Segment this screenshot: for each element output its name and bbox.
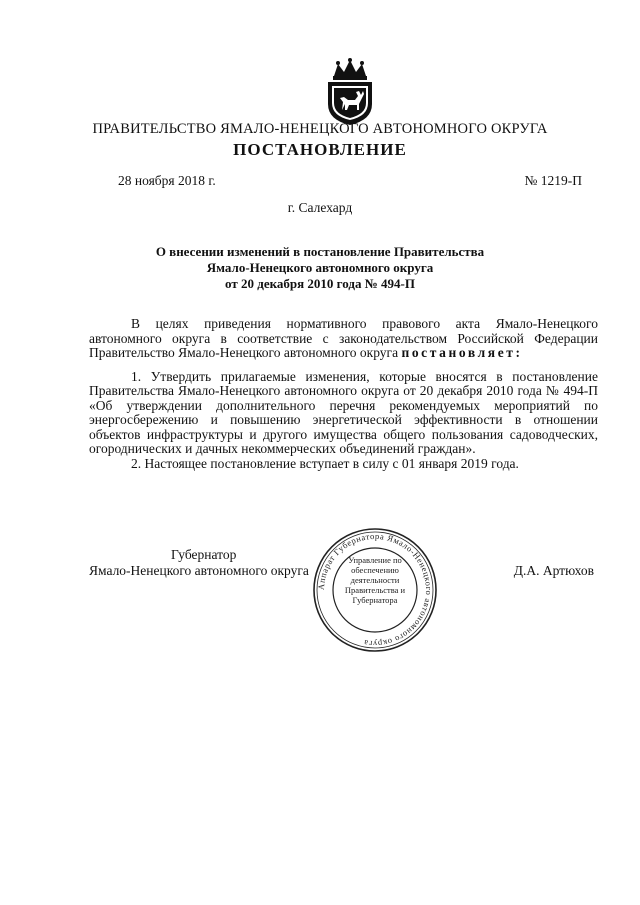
document-date: 28 ноября 2018 г. bbox=[118, 173, 216, 188]
document-body bbox=[89, 317, 598, 471]
document-title bbox=[0, 244, 640, 292]
title-line-2: Ямало-Ненецкого автономного округа bbox=[206, 260, 434, 275]
document-number: № 1219-П bbox=[524, 173, 582, 188]
signer-position-line-2: Ямало-Ненецкого автономного округа bbox=[89, 563, 309, 578]
signer-name: Д.А. Артюхов bbox=[513, 563, 594, 578]
preamble-text: В целях приведения нормативного правового акта Ямало-Ненецкого автономного округа в соответствие с законодательством Российской Федерации Правительство Ямало-Ненецкого автономного округа bbox=[89, 316, 598, 360]
seal-outer-text: Аппарат Губернатора Ямало-Ненецкого автономного округа bbox=[315, 530, 435, 650]
document-type: ПОСТАНОВЛЕНИЕ bbox=[233, 140, 407, 159]
seal-inner-text: Управление по обеспечению деятельности Правительства и Губернатора bbox=[344, 555, 406, 605]
item-2-paragraph: 2. Настоящее постановление вступает в силу с 01 января 2019 года. bbox=[131, 455, 519, 471]
resolves-keyword: постановляет: bbox=[401, 345, 523, 360]
title-line-1: О внесении изменений в постановление Правительства bbox=[155, 244, 485, 259]
preamble-paragraph bbox=[89, 317, 598, 361]
organization-name: ПРАВИТЕЛЬСТВО ЯМАЛО-НЕНЕЦКОГО АВТОНОМНОГО ОКРУГА bbox=[92, 121, 548, 137]
document-city: г. Салехард bbox=[287, 200, 353, 215]
signer-position-line-1: Губернатор bbox=[171, 547, 237, 562]
official-seal-icon bbox=[312, 527, 438, 653]
coat-of-arms-icon bbox=[322, 58, 378, 126]
title-line-3: от 20 декабря 2010 года № 494-П bbox=[225, 276, 415, 291]
item-1-paragraph: 1. Утвердить прилагаемые изменения, которые вносятся в постановление Правительства Ямало-Ненецкого автономного округа от 20 декабря 2010 года № 494-П «Об утверждении дополнительного перечня рекомендуемых мероприятий по энергосбережению и повышению энергетической эффективности в отношении объектов инфраструктуры и другого имущества общего пользования садоводческих, огороднических и дачных некоммерческих объединений граждан». bbox=[89, 368, 598, 456]
